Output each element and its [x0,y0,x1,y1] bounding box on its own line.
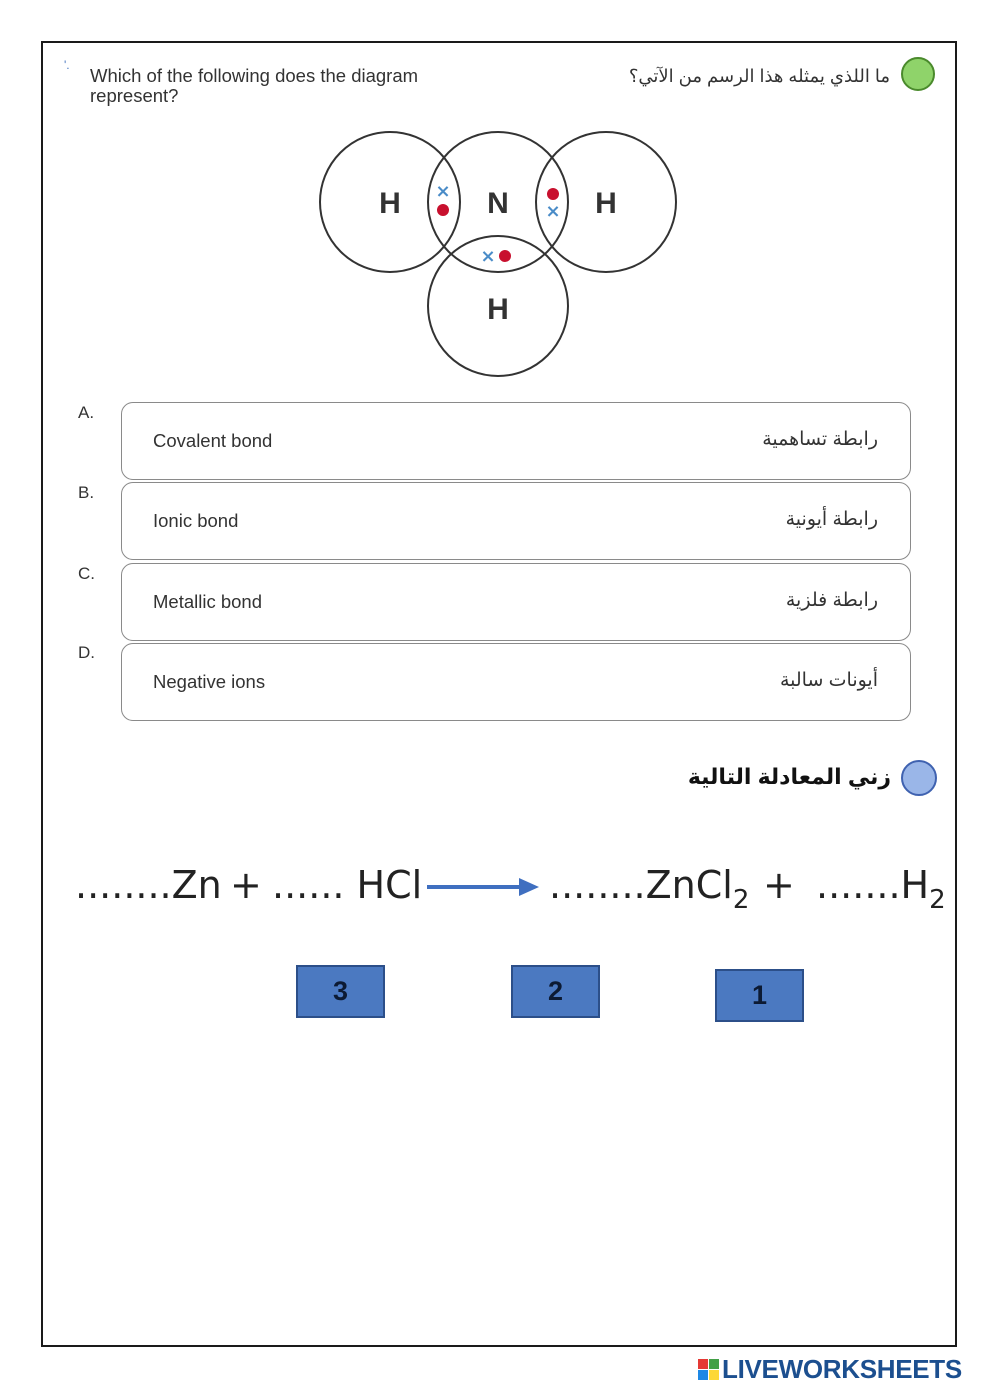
blank-zncl2[interactable] [549,863,749,915]
question-1-arabic: ما اللذي يمثله هذا الرسم من الآتي؟ [628,66,890,86]
option-d-arabic: أيونات سالبة [779,670,878,691]
option-c-arabic: رابطة فلزية [785,590,878,611]
zncl-text: ........ZnCl [549,863,733,907]
option-c-letter: C. [78,564,95,583]
h-subscript: 2 [929,885,946,915]
answer-tile-2[interactable]: 2 [511,965,600,1018]
electron-cross-right: × [545,201,561,222]
atom-label-n: N [487,187,509,220]
option-a-english: Covalent bond [153,430,273,451]
atom-label-h-bottom: H [487,293,509,326]
electron-dot-bottom [499,250,511,262]
reaction-arrow-icon [427,875,542,899]
option-b-arabic: رابطة أيونية [785,509,878,530]
question-2-marker-icon [901,760,937,796]
question-1-marker-icon [901,57,935,91]
liveworksheets-logo [698,1353,962,1385]
option-b[interactable] [121,482,911,560]
atom-label-h-right: H [595,187,617,220]
option-d-english: Negative ions [153,671,266,692]
answer-tile-3[interactable]: 3 [296,965,385,1018]
electron-cross-left: × [435,181,451,202]
answer-tile-1[interactable]: 1 [715,969,804,1022]
chemical-equation [75,855,945,925]
option-a-letter: A. [78,403,95,422]
blank-hcl[interactable]: ...... HCl [272,863,423,907]
atom-label-h-left: H [379,187,401,220]
option-d-letter: D. [78,643,95,662]
electron-dot-right [547,188,559,200]
blank-zn[interactable]: ........Zn [75,863,222,907]
h-text: .......H [816,863,930,907]
option-a[interactable] [121,402,911,480]
option-c-english: Metallic bond [153,591,263,612]
electron-dot-left [437,204,449,216]
option-d[interactable] [121,643,911,721]
tick-mark: '. [64,58,70,72]
zncl-subscript: 2 [732,885,750,915]
blank-h2[interactable] [816,863,946,915]
question-2-arabic: زني المعادلة التالية [687,764,891,789]
brand-name: LIVEWORKSHEETS [722,1353,962,1384]
question-1-english: Which of the following does the diagram represent? [90,65,419,106]
option-c[interactable] [121,563,911,641]
option-b-letter: B. [78,483,95,502]
ammonia-dot-cross-diagram [310,125,690,385]
option-b-english: Ionic bond [153,510,239,531]
electron-cross-bottom: × [480,246,496,267]
brand-grid-icon [698,1359,719,1380]
option-a-arabic: رابطة تساهمية [762,429,878,450]
plus-sign-1: + [230,863,262,907]
plus-sign-2: + [763,863,795,907]
